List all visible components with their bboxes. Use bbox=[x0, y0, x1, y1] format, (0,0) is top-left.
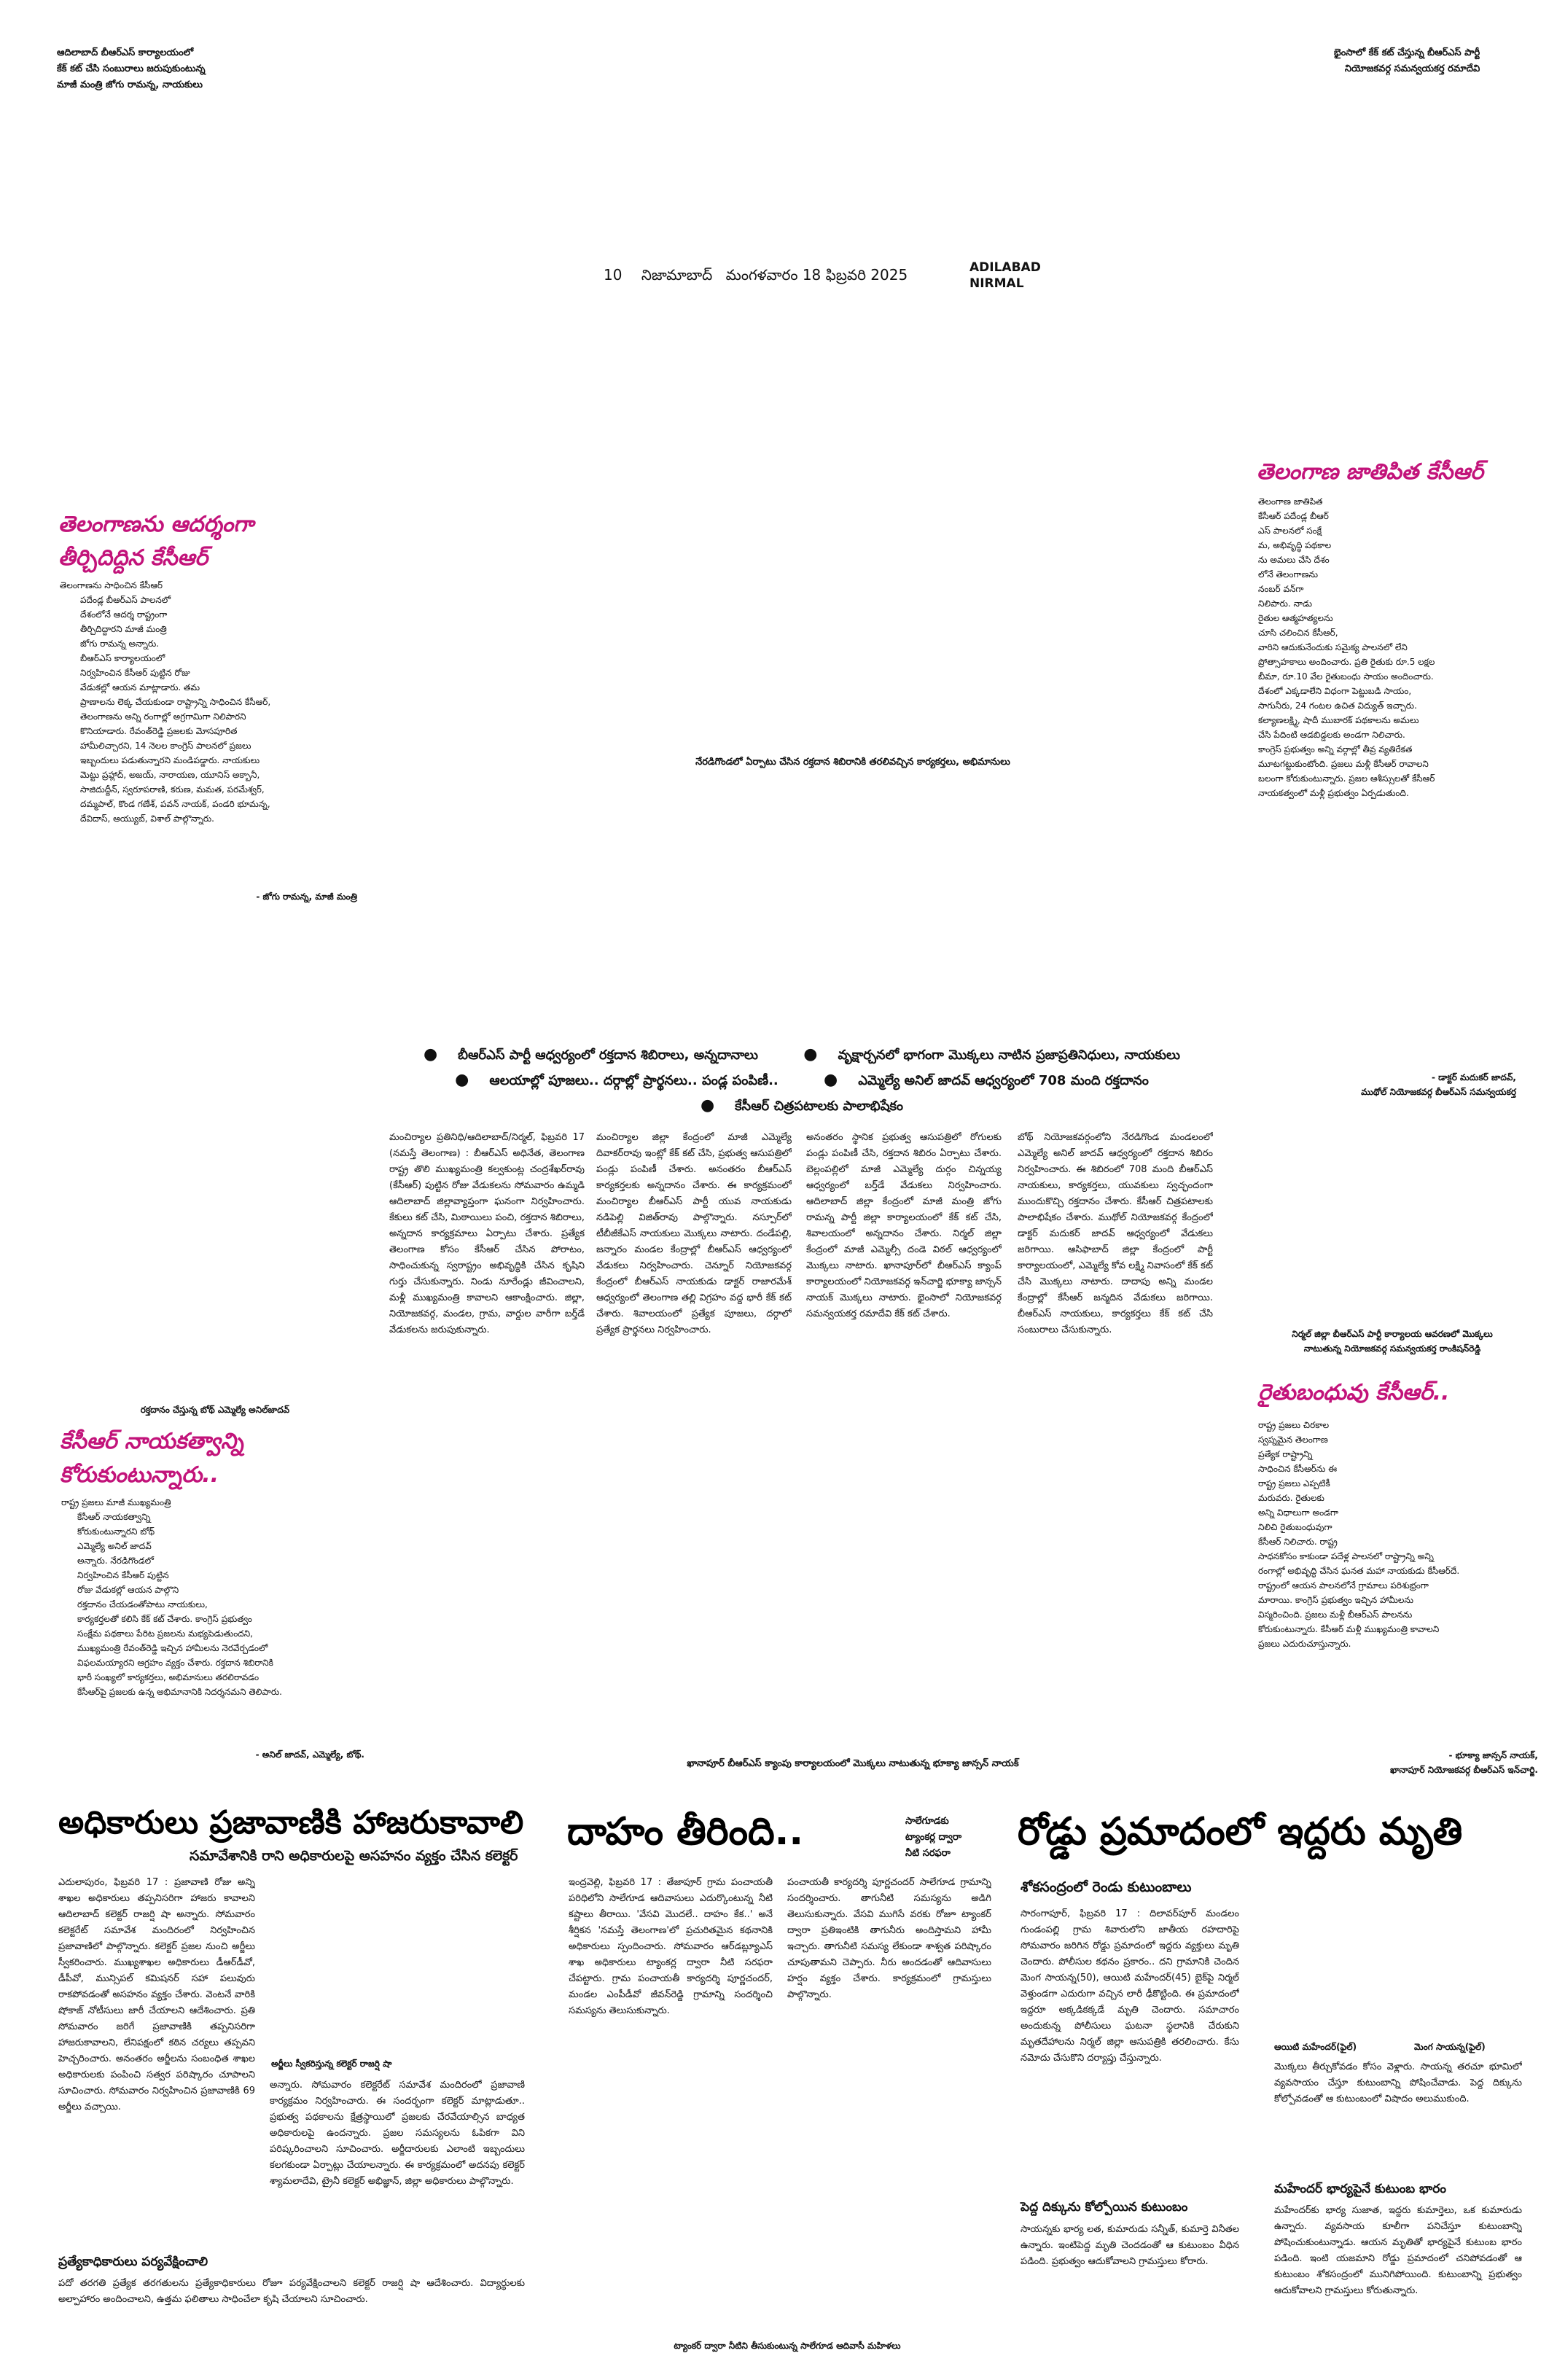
story1-col2: అన్నారు. సోమవారం కలెక్టరేట్ సమావేశ మందిరంలో ప్రజావాణి కార్యక్రమం నిర్వహించారు. ఈ సందర్భంగా కలెక్టర్ మాట్లాడుతూ.. ప్రభుత్వ పథకాలను క్షేత్రస్థాయిలో ప్రజలకు చేరవేయాల్సిన బాధ్యత అధికారులపై ఉందన్నారు. ప్రజల సమస్యలను ఓపికగా విని పరిష్కరించాలని సూచించారు. అర్జీదారులకు ఎలాంటి ఇబ్బందులు కలగకుండా ఏర్పాట్లు చేయాలన్నారు. ఈ కార్యక్రమంలో అదనపు కలెక్టర్ శ్యామలాదేవి, ట్రైనీ కలెక్టర్ అభిజ్ఞాన్, జిల్లా అధికారులు పాల్గొన్నారు. bbox=[270, 2080, 525, 2187]
top-left-caption: ఆదిలాబాద్ బీఆర్ఎస్ కార్యాలయంలో కేక్ కట్ చేసి సంబురాలు జరుపుకుంటున్న మాజీ మంత్రి జోగు రామన్న, నాయకులు bbox=[57, 47, 206, 90]
folio bbox=[604, 266, 908, 287]
left-quote: తెలంగాణను సాధించిన కేసీఆర్ పదేండ్ల బీఆర్ఎస్ పాలనలో దేశంలోనే ఆదర్శ రాష్ట్రంగా తీర్చిదిద్దారని మాజీ మంత్రి జోగు రామన్న అన్నారు. బీఆర్ఎస్ కార్యాలయంలో నిర్వహించిన కేసీఆర్ పుట్టిన రోజు వేడుకల్లో ఆయన మాట్లాడారు. తమ ప్రాణాలను లెక్క చేయకుండా రాష్ట్రాన్ని సాధించిన కేసీఆర్, తెలంగాణను అన్ని రంగాల్లో అగ్రగామిగా నిలిపారని కొనియాడారు. రేవంత్‌రెడ్డి ప్రజలకు మోసపూరిత హామీలిచ్చారని, 14 నెలల కాంగ్రెస్ పాలనలో ప్రజలు ఇబ్బందులు పడుతున్నారని మండిపడ్డారు. నాయకులు మెట్టు ప్రహ్లాద్, అజయ్, నారాయణ, యూనిస్ అక్బానీ, సాజిదుద్దీన్, స్వరూపరాణి, కరుణ, మమత, పరమేశ్వర్, దమ్మపాల్, కొండ గణేశ్, పవన్ నాయక్, పండరి భూమన్న, దేవిదాస్, ఆయ్యుబ్, విశాల్ పాల్గొన్నారు. bbox=[60, 580, 271, 824]
bullet-1: ● బీఆర్ఎస్ పార్టీ ఆధ్వర్యంలో రక్తదాన శిబిరాలు, అన్నదానాలు bbox=[413, 1042, 768, 1068]
main-story-col-4: బోథ్ నియోజకవర్గంలోని నేరడిగొండ మండలంలో ఎమ్మెల్యే అనిల్ జాదవ్ ఆధ్వర్యంలో రక్తదాన శిబిరం నిర్వహించారు. ఈ శిబిరంలో 708 మంది బీఆర్ఎస్ నాయకులు, కార్యకర్తలు, యువకులు స్వచ్ఛందంగా ముందుకొచ్చి రక్తదానం చేశారు. కేసీఆర్ చిత్రపటాలకు పాలాభిషేకం చేశారు. ముథోల్ నియోజకవర్గ కేంద్రంలో డాక్టర్ మదుకర్ జాదవ్ ఆధ్వర్యంలో వేడుకలు జరిగాయి. ఆసిఫాబాద్ జిల్లా కేంద్రంలో పార్టీ కార్యాలయంలో, ఎమ్మెల్యే కోవ లక్ష్మి నివాసంలో కేక్ కట్ చేసి మొక్కలు నాటారు. దాదాపు అన్ని మండల కేంద్రాల్లో కేసీఆర్ జన్మదిన వేడుకలు జరిగాయి. బీఆర్ఎస్ నాయకులు, కార్యకర్తలు కేక్ కట్ చేసి సంబురాలు చేసుకున్నారు. bbox=[1018, 1132, 1213, 1335]
bullet-dot-icon: ● bbox=[700, 1096, 715, 1115]
story2-col2: పంచాయతీ కార్యదర్శి పూర్ణచందర్ సాలేగూడ గ్రామాన్ని సందర్శించారు. తాగునీటి సమస్యను అడిగి తెలుసుకున్నారు. వేసవి ముగిసే వరకు రోజూ ట్యాంకర్ ద్వారా ప్రతిఇంటికి తాగునీరు అందిస్తామని హామీ ఇచ్చారు. తాగునీటి సమస్య లేకుండా శాశ్వత పరిష్కారం చూపుతామని చెప్పారు. నీరు అందడంతో ఆదివాసులు హర్షం వ్యక్తం చేశారు. కార్యక్రమంలో గ్రామస్తులు పాల్గొన్నారు. bbox=[787, 1877, 991, 2000]
story3-photo1-label: ఆయిటి మహేందర్(ఫైల్) bbox=[1274, 2042, 1357, 2052]
story3-subhead: శోకసంద్రంలో రెండు కుటుంబాలు bbox=[1021, 1879, 1192, 1895]
main-story-col-3: అనంతరం స్థానిక ప్రభుత్వ ఆసుపత్రిలో రోగులకు పండ్లు పంపిణీ చేసి, రక్తదాన శిబిరం ఏర్పాటు చేశారు. బెల్లంపల్లిలో మాజీ ఎమ్మెల్యే దుర్గం చిన్నయ్య ఆధ్వర్యంలో బర్త్‌డే వేడుకలు నిర్వహించారు. ఆదిలాబాద్ జిల్లా కేంద్రంలో మాజీ మంత్రి జోగు రామన్న పార్టీ జిల్లా కార్యాలయంలో కేక్ కట్ చేసి, శివాలయంలో అన్నదానం చేశారు. నిర్మల్ జిల్లా కేంద్రంలో మాజీ ఎమ్మెల్సీ దండె విఠల్ ఆధ్వర్యంలో మొక్కలు నాటారు. ఖానాపూర్‌లో బీఆర్ఎస్ క్యాంప్ కార్యాలయంలో నియోజకవర్గ ఇన్‌చార్జి భూక్యా జాన్సన్ నాయక్ మొక్కలు నాటారు. భైంసాలో నియోజకవర్గ సమన్వయకర్త రమాదేవి కేక్ కట్ చేశారు. bbox=[806, 1132, 1002, 1319]
bullet-dot-icon: ● bbox=[423, 1045, 438, 1064]
story3-col1b: సాయన్నకు భార్య లత, కుమారుడు సన్నీత్, కుమార్తె వినీతల ఉన్నారు. ఇంటిపెద్ద మృతి చెందడంతో ఆ కుటుంబం వీధిన పడింది. ప్రభుత్వం ఆదుకోవాలని గ్రామస్తులు కోరారు. bbox=[1021, 2224, 1239, 2267]
mid-left-quote: రాష్ట్ర ప్రజలు మాజీ ముఖ్యమంత్రి కేసీఆర్ నాయకత్వాన్ని కోరుకుంటున్నారని బోథ్ ఎమ్మెల్యే అనిల్ జాదవ్ అన్నారు. నేరడిగొండలో నిర్వహించిన కేసీఆర్ పుట్టిన రోజు వేడుకల్లో ఆయన పాల్గొని రక్తదానం చేయడంతోపాటు నాయకులు, కార్యకర్తలతో కలిసి కేక్ కట్ చేశారు. కాంగ్రెస్ ప్రభుత్వం సంక్షేమ పథకాలు పేరిట ప్రజలను మభ్యపెడుతుందని, ముఖ్యమంత్రి రేవంత్‌రెడ్డి ఇచ్చిన హామీలను నెరవేర్చడంలో విఫలమయ్యారని ఆగ్రహం వ్యక్తం చేశారు. రక్తదాన శిబిరానికి భారీ సంఖ్యలో కార్యకర్తలు, అభిమానులు తరలిరావడం కేసీఆర్‌పై ప్రజలకు ఉన్న అభిమానానికి నిదర్శనమని తెలిపారు. bbox=[61, 1497, 282, 1697]
right-photo-caption: నిర్మల్ జిల్లా బీఆర్ఎస్ పార్టీ కార్యాలయ ఆవరణలో మొక్కలు నాటుతున్న నియోజకవర్గ సమన్వయకర్త రాంకిషన్‌రెడ్డి bbox=[1292, 1329, 1493, 1354]
story2-kicker: సాలేగూడకు ట్యాంకర్ల ద్వారా నీటి సరఫరా bbox=[905, 1816, 962, 1859]
bullet-5: ● కేసీఆర్ చిత్రపటాలకు పాలాభిషేకం bbox=[690, 1093, 913, 1119]
story2-col1: ఇంద్రవెల్లి, ఫిబ్రవరి 17 : తేజాపూర్ గ్రామ పంచాయతీ పరిధిలోని సాలేగూడ ఆదివాసులు ఎదుర్కొంటున్న నీటి కష్టాలు తీరాయి. 'వేసవి మొదలే.. దాహం కేక..' అనే శీర్షికన 'నమస్తే తెలంగాణ'లో ప్రచురితమైన కథనానికి అధికారులు స్పందించారు. సోమవారం ఆర్‌డబ్ల్యూఎస్ శాఖ అధికారులు ట్యాంకర్ల ద్వారా నీటి సరఫరా చేపట్టారు. గ్రామ పంచాయతీ కార్యదర్శి పూర్ణచందర్, మండల ఎంపీడీవో జీవన్‌రెడ్డి గ్రామాన్ని సందర్శించి సమస్యను తెలుసుకున్నారు. bbox=[569, 1877, 773, 2016]
right-quote-2: రాష్ట్ర ప్రజలు చిరకాల స్వప్నమైన తెలంగాణ ప్రత్యేక రాష్ట్రాన్ని సాధించిన కేసీఆర్‌ను ఈ రాష్ట్ర ప్రజలు ఎప్పటికీ మరువరు. రైతులకు అన్ని విధాలుగా అండగా నిలిచి రైతుబంధువుగా కేసీఆర్ నిలిచారు. రాష్ట్ర సాధనకోసం కాకుండా పదేళ్ల పాలనలో రాష్ట్రాన్ని అన్ని రంగాల్లో అభివృద్ధి చేసిన ఘనత మహా నాయకుడు కేసీఆర్‌దే. రాష్ట్రంలో ఆయన పాలనలోనే గ్రామాలు పరిశుభ్రంగా మారాయి. కాంగ్రెస్ ప్రభుత్వం ఇచ్చిన హామీలను విస్మరించింది. ప్రజలు మళ్లీ బీఆర్ఎస్ పాలనను కోరుకుంటున్నారు. కేసీఆర్ మళ్లీ ముఖ్యమంత్రి కావాలని ప్రజలు ఎదురుచూస్తున్నారు. bbox=[1258, 1420, 1460, 1649]
highlights bbox=[379, 1042, 1225, 1119]
bullet-dot-icon: ● bbox=[455, 1071, 469, 1089]
left-heading: తెలంగాణను ఆదర్శంగా తీర్చిదిద్దిన కేసీఆర్ bbox=[58, 512, 254, 571]
story3-photo2-label: మెంగ సాయన్న(ఫైల్) bbox=[1414, 2042, 1486, 2052]
bullet-dot-icon: ● bbox=[803, 1045, 818, 1064]
right-quote-2-signature: - భూక్యా జాన్సన్ నాయక్, ఖానాపూర్ నియోజకవర్గ బీఆర్ఎస్ ఇన్‌చార్జి. bbox=[1390, 1750, 1538, 1775]
right-heading: తెలంగాణ జాతిపిత కేసీఆర్ bbox=[1257, 459, 1484, 485]
story1-headline: అధికారులు ప్రజావాణికి హాజరుకావాలి bbox=[58, 1804, 524, 1841]
story3-col3: మహేందర్‌కు భార్య సుజాత, ఇద్దరు కుమార్తెలు, ఒక కుమారుడు ఉన్నారు. వ్యవసాయ కూలీగా పనిచేస్తూ కుటుంబాన్ని పోషించుకుంటున్నాడు. ఆయన మృతితో భార్యపైనే కుటుంబ భారం పడింది. ఇంటి యజమాని రోడ్డు ప్రమాదంలో చనిపోవడంతో ఆ కుటుంబం శోకసంద్రంలో మునిగిపోయింది. కుటుంబాన్ని ప్రభుత్వం ఆదుకోవాలని గ్రామస్తులు కోరుతున్నారు. bbox=[1274, 2205, 1522, 2296]
story3-col2: మొక్కలు తీర్చుకోవడం కోసం వెళ్లారు. సాయన్న తరచూ భూమిలో వ్యవసాయం చేస్తూ కుటుంబాన్ని పోషించేవాడు. పెద్ద దిక్కును కోల్పోవడంతో ఆ కుటుంబంలో విషాదం అలుముకుంది. bbox=[1274, 2061, 1522, 2104]
edition: ADILABAD NIRMAL bbox=[969, 260, 1041, 291]
story2-photo-caption: ట్యాంకర్ ద్వారా నీటిని తీసుకుంటున్న సాలేగూడ ఆదివాసీ మహిళలు bbox=[674, 2341, 901, 2351]
right-quote-signature: - డాక్టర్ మదుకర్ జాదవ్, ముథోల్ నియోజకవర్గ బీఆర్ఎస్ సమన్వయకర్త bbox=[1361, 1072, 1516, 1097]
top-right-caption: భైంసాలో కేక్ కట్ చేస్తున్న బీఆర్ఎస్ పార్టీ నియోజకవర్గ సమన్వయకర్త రమాదేవి bbox=[1334, 47, 1480, 74]
story1-subhead: సమావేశానికి రాని అధికారులపై అసహనం వ్యక్తం చేసిన కలెక్టర్ bbox=[190, 1848, 518, 1864]
bullet-3: ● ఆలయాల్లో పూజలు.. దర్గాల్లో ప్రార్థనలు.. పండ్ల పంపిణీ.. bbox=[445, 1068, 789, 1093]
story1-col1: ఎదులాపురం, ఫిబ్రవరి 17 : ప్రజావాణి రోజు అన్ని శాఖల అధికారులు తప్పనిసరిగా హాజరు కావాలని ఆదిలాబాద్ కలెక్టర్ రాజర్షి షా అన్నారు. సోమవారం కలెక్టరేట్ సమావేశ మందిరంలో నిర్వహించిన ప్రజావాణిలో పాల్గొన్నారు. కలెక్టర్ ప్రజల నుంచి అర్జీలు స్వీకరించారు. ముఖ్యశాఖల అధికారులు డీఆర్‌డీవో, డీపీవో, మున్సిపల్ కమిషనర్ సహా పలువురు రాకపోవడంతో అసహనం వ్యక్తం చేశారు. వెంటనే వారికి షోకాజ్ నోటీసులు జారీ చేయాలని ఆదేశించారు. ప్రతి సోమవారం జరిగే ప్రజావాణికి తప్పనిసరిగా హాజరుకావాలని, లేనిపక్షంలో కఠిన చర్యలు తప్పవని హెచ్చరించారు. అనంతరం అర్జీలను సంబంధిత శాఖల అధికారులకు పంపించి సత్వర పరిష్కారం చూపాలని సూచించారు. సోమవారం నిర్వహించిన ప్రజావాణికి 69 అర్జీలు వచ్చాయి. bbox=[58, 1877, 255, 2112]
left-photo-caption: రక్తదానం చేస్తున్న బోథ్ ఎమ్మెల్యే అనిల్‌జాదవ్ bbox=[140, 1405, 290, 1415]
bullet-4: ● ఎమ్మెల్యే అనిల్ జాదవ్ ఆధ్వర్యంలో 708 మంది రక్తదానం bbox=[813, 1068, 1159, 1093]
story3-headline: రోడ్డు ప్రమాదంలో ఇద్దరు మృతి bbox=[1018, 1810, 1463, 1854]
mid-left-quote-signature: - అనిల్ జాదవ్, ఎమ్మెల్యే, బోథ్. bbox=[255, 1749, 364, 1760]
main-story-col-2: మంచిర్యాల జిల్లా కేంద్రంలో మాజీ ఎమ్మెల్యే దివాకర్‌రావు ఇంట్లో కేక్ కట్ చేసి, ప్రభుత్వ ఆసుపత్రిలో పండ్లు పంపిణీ చేశారు. అనంతరం బీఆర్ఎస్ కార్యకర్తలకు అన్నదానం చేశారు. ఈ కార్యక్రమంలో మంచిర్యాల బీఆర్ఎస్ పార్టీ యువ నాయకుడు నడిపెల్లి విజిత్‌రావు పాల్గొన్నారు. నస్పూర్‌లో టీబీజీకేఎస్ నాయకులు మొక్కలు నాటారు. దండేపల్లి, జన్నారం మండల కేంద్రాల్లో బీఆర్ఎస్ ఆధ్వర్యంలో వేడుకలు నిర్వహించారు. చెన్నూర్ నియోజకవర్గ కేంద్రంలో బీఆర్ఎస్ నాయకుడు డాక్టర్ రాజారమేశ్ ఆధ్వర్యంలో తెలంగాణ తల్లి విగ్రహం వద్ద భారీ కేక్ కట్ చేశారు. శివాలయంలో ప్రత్యేక పూజలు, దర్గాలో ప్రత్యేక ప్రార్థనలు నిర్వహించారు. bbox=[596, 1132, 792, 1335]
story1-photo-caption: అర్జీలు స్వీకరిస్తున్న కలెక్టర్ రాజర్షి షా bbox=[271, 2059, 392, 2069]
center-photo2-caption: ఖానాపూర్ బీఆర్ఎస్ క్యాంపు కార్యాలయంలో మొక్కలు నాటుతున్న భూక్యా జాన్సన్ నాయక్ bbox=[687, 1758, 1019, 1769]
date: మంగళవారం 18 ఫిబ్రవరి 2025 bbox=[725, 266, 908, 284]
right-heading-2: రైతుబంధువు కేసీఆర్.. bbox=[1258, 1380, 1450, 1405]
story3-subhead2: పెద్ద దిక్కును కోల్పోయిన కుటుంబం bbox=[1021, 2200, 1188, 2215]
story1-subhead2: ప్రత్యేకాధికారులు పర్యవేక్షించాలి bbox=[58, 2255, 208, 2269]
story2-headline: దాహం తీరింది.. bbox=[567, 1810, 804, 1854]
story3-col1: సారంగాపూర్, ఫిబ్రవరి 17 : దిలావర్‌పూర్ మండలం గుండంపల్లి గ్రామ శివారులోని జాతీయ రహదారిపై సోమవారం జరిగిన రోడ్డు ప్రమాదంలో ఇద్దరు వ్యక్తులు మృతి చెందారు. పోలీసుల కథనం ప్రకారం.. దని గ్రామానికి చెందిన మెంగ సాయన్న(50), ఆయిటి మహేందర్(45) బైక్‌పై నిర్మల్ వెళ్తుండగా ఎదురుగా వచ్చిన లారీ ఢీకొట్టింది. ఈ ప్రమాదంలో ఇద్దరూ అక్కడికక్కడే మృతి చెందారు. సమాచారం అందుకున్న పోలీసులు ఘటనా స్థలానికి చేరుకుని మృతదేహాలను నిర్మల్ జిల్లా ఆసుపత్రికి తరలించారు. కేసు నమోదు చేసుకొని దర్యాప్తు చేస్తున్నారు. bbox=[1021, 1908, 1239, 2064]
right-quote: తెలంగాణ జాతిపిత కేసీఆర్ పదేండ్ల బీఆర్ ఎస్ పాలనలో సంక్షే మ, అభివృద్ధి పథకాల ను అమలు చేసి దేశం లోనే తెలంగాణను నంబర్ వన్‌గా నిలిపారు. నాడు రైతుల ఆత్మహత్యలను చూసి చలించిన కేసీఆర్, వారిని ఆదుకునేందుకు సమైక్య పాలనలో లేని ప్రోత్సాహకాలు అందించారు. ప్రతి రైతుకు రూ.5 లక్షల బీమా, రూ.10 వేల రైతుబంధు సాయం అందించారు. దేశంలో ఎక్కడాలేని విధంగా పెట్టుబడి సాయం, సాగునీరు, 24 గంటల ఉచిత విద్యుత్ ఇచ్చారు. కల్యాణలక్ష్మి, షాదీ ముబారక్ పథకాలను అమలు చేసి పేదింటి ఆడబిడ్డలకు అండగా నిలిచారు. కాంగ్రెస్ ప్రభుత్వం అన్ని వర్గాల్లో తీవ్ర వ్యతిరేకత మూటగట్టుకుంటోంది. ప్రజలు మళ్లీ కేసీఆర్ రావాలని బలంగా కోరుకుంటున్నారు. ప్రజల ఆశీస్సులతో కేసీఆర్ నాయకత్వంలో మళ్లీ ప్రభుత్వం ఏర్పడుతుంది. bbox=[1258, 496, 1435, 798]
bullet-2: ● వృక్షార్చనలో భాగంగా మొక్కలు నాటిన ప్రజాప్రతినిధులు, నాయకులు bbox=[793, 1042, 1190, 1068]
main-story-col-1: మంచిర్యాల ప్రతినిధి/ఆదిలాబాద్/నిర్మల్, ఫిబ్రవరి 17 (నమస్తే తెలంగాణ) : బీఆర్ఎస్ అధినేత, తెలంగాణ రాష్ట్ర తొలి ముఖ్యమంత్రి కల్వకుంట్ల చంద్రశేఖర్‌రావు (కేసీఆర్) పుట్టిన రోజు వేడుకలను సోమవారం ఉమ్మడి ఆదిలాబాద్ జిల్లావ్యాప్తంగా ఘనంగా నిర్వహించారు. కేకులు కట్ చేసి, మిఠాయిలు పంచి, రక్తదాన శిబిరాలు, అన్నదాన కార్యక్రమాలు ఏర్పాటు చేశారు. ప్రత్యేక తెలంగాణ కోసం కేసీఆర్ చేసిన పోరాటం, సాధించుకున్న స్వరాష్ట్రం అభివృద్ధికి చేసిన కృషిని గుర్తు చేసుకున్నారు. నిండు నూరేండ్లు జీవించాలని, మళ్లీ ముఖ్యమంత్రి కావాలని ఆకాంక్షించారు. జిల్లా, నియోజకవర్గ, మండల, గ్రామ, వార్డుల వారీగా బర్త్‌డే వేడుకలను జరుపుకున్నారు. bbox=[389, 1132, 585, 1335]
story3-subhead3: మహేందర్ భార్యపైనే కుటుంబ భారం bbox=[1274, 2182, 1446, 2196]
page-number: 10 bbox=[604, 266, 623, 284]
center-photo-caption: నేరడిగొండలో ఏర్పాటు చేసిన రక్తదాన శిబిరానికి తరలివచ్చిన కార్యకర్తలు, అభిమానులు bbox=[695, 757, 1010, 768]
bullet-dot-icon: ● bbox=[824, 1071, 838, 1089]
story1-col3: పదో తరగతి ప్రత్యేక తరగతులను ప్రత్యేకాధికారులు రోజూ పర్యవేక్షించాలని కలెక్టర్ రాజర్షి షా ఆదేశించారు. విద్యార్థులకు అల్పాహారం అందించాలని, ఉత్తమ ఫలితాలు సాధించేలా కృషి చేయాలని సూచించారు. bbox=[58, 2278, 525, 2305]
left-quote-signature: - జోగు రామన్న, మాజీ మంత్రి bbox=[256, 891, 357, 902]
city: నిజామాబాద్ bbox=[641, 266, 713, 284]
mid-left-heading: కేసీఆర్ నాయకత్వాన్ని కోరుకుంటున్నారు.. bbox=[60, 1429, 244, 1488]
